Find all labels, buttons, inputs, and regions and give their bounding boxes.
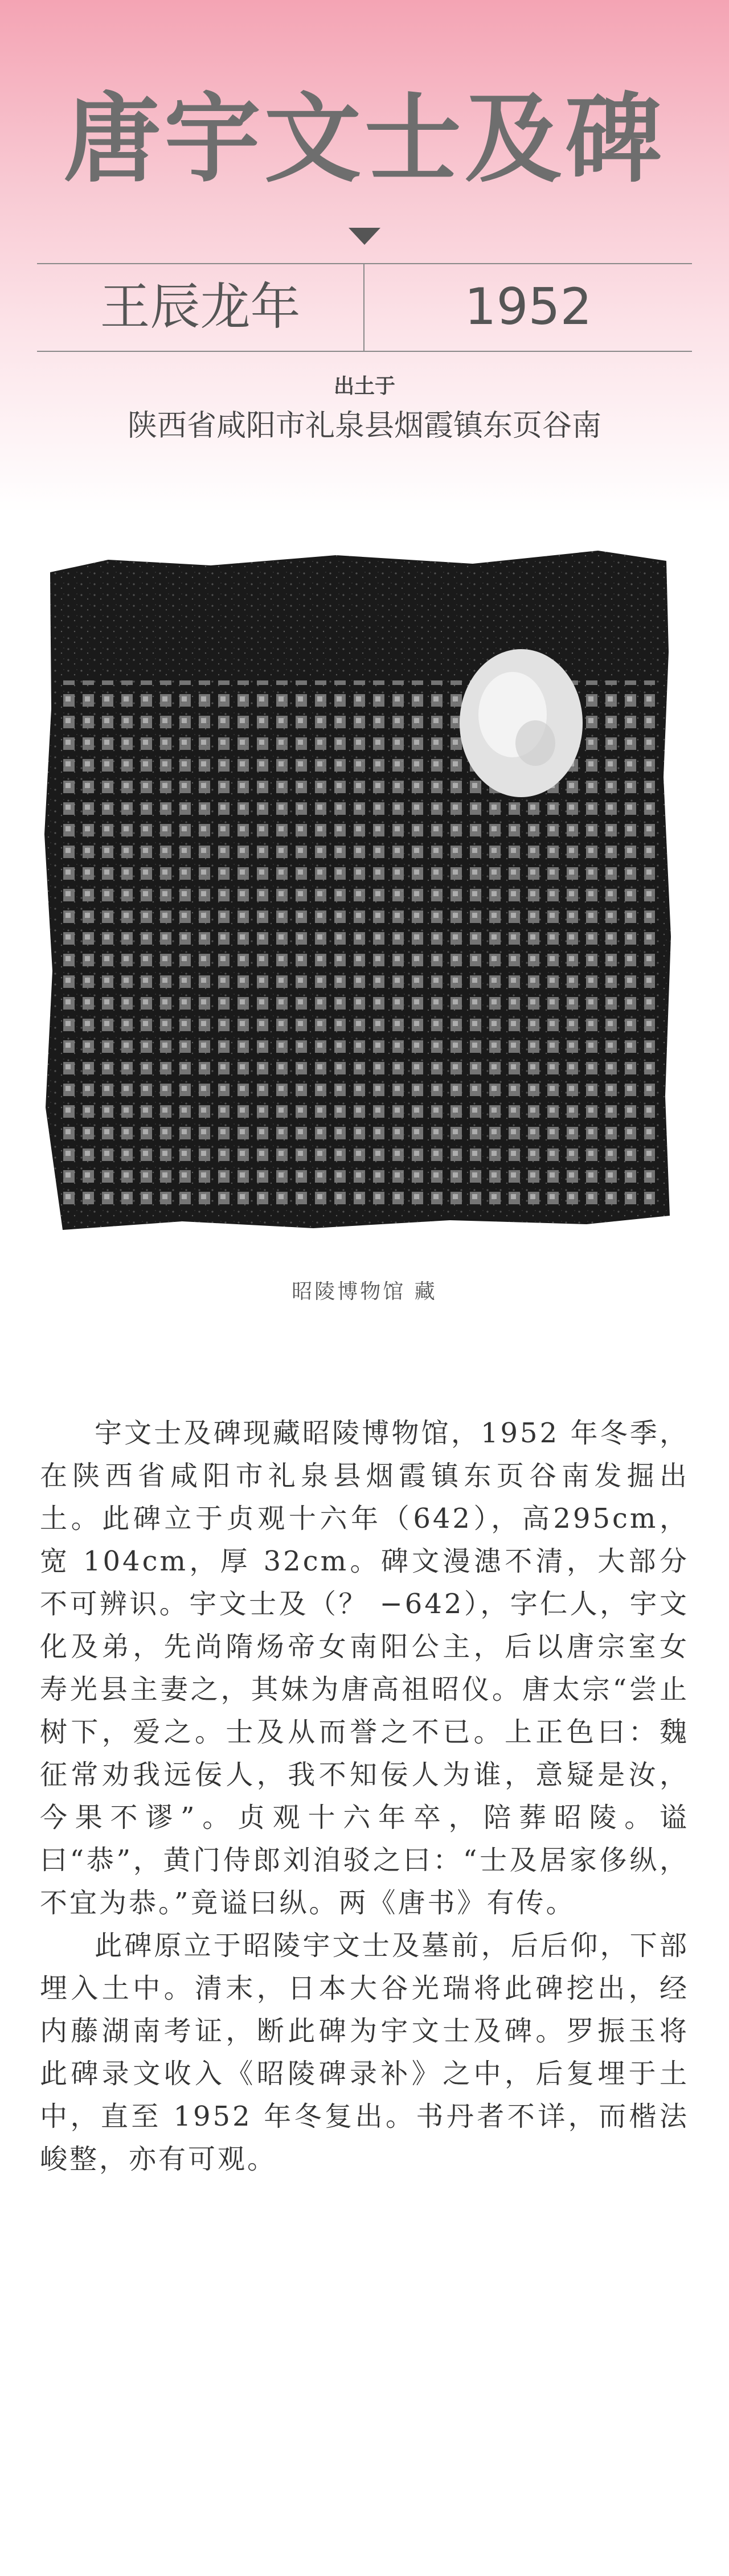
unearthed-place: 陕西省咸阳市礼泉县烟霞镇东页谷南 bbox=[127, 409, 601, 443]
unearthed-label: 出土于 bbox=[333, 375, 395, 398]
article-paragraph-2: 此碑原立于昭陵宇文士及墓前，后后仰，下部埋入土中。清末，日本大谷光瑞将此碑挖出，经内藤湖南考证，断此碑为宇文士及碑。罗振玉将此碑录文收入《昭陵碑录补》之中，后复埋于土中，直至 1952 年冬复出。书丹者不详，而楷法峻整，亦有可观。 bbox=[40, 1930, 689, 2175]
image-caption: 昭陵博物馆 藏 bbox=[292, 1280, 437, 1303]
dynasty-year-label: 王辰龙年 bbox=[100, 277, 301, 336]
article-paragraph-1: 宇文士及碑现藏昭陵博物馆，1952 年冬季，在陕西省咸阳市礼泉县烟霞镇东页谷南发掘出土。此碑立于贞观十六年（642），高295cm，宽 104cm，厚 32cm。碑文漫漶不清，大部分不可辨识。宇文士及（？ −642），字仁人，宇文化及弟，先尚隋炀帝女南阳公主，后以唐宗室女寿光县主妻之，其妹为唐高祖昭仪。唐太宗“尝止树下，爱之。士及从而誉之不已。上正色曰：魏征常劝我远佞人，我不知佞人为谁，意疑是汝，今果不谬”。贞观十六年卒，陪葬昭陵。谥曰“恭”，黄门侍郎刘洎驳之曰：“士及居家侈纵，不宜为恭。”竟谥曰纵。两《唐书》有传。 bbox=[40, 1417, 689, 1919]
article-body bbox=[40, 1412, 689, 2181]
year-label: 1952 bbox=[464, 277, 592, 336]
page-title: 唐宇文士及碑 bbox=[63, 83, 665, 196]
divider-line-bottom bbox=[37, 351, 692, 352]
stele-rubbing-image bbox=[40, 538, 672, 1236]
down-triangle-icon bbox=[349, 228, 380, 245]
